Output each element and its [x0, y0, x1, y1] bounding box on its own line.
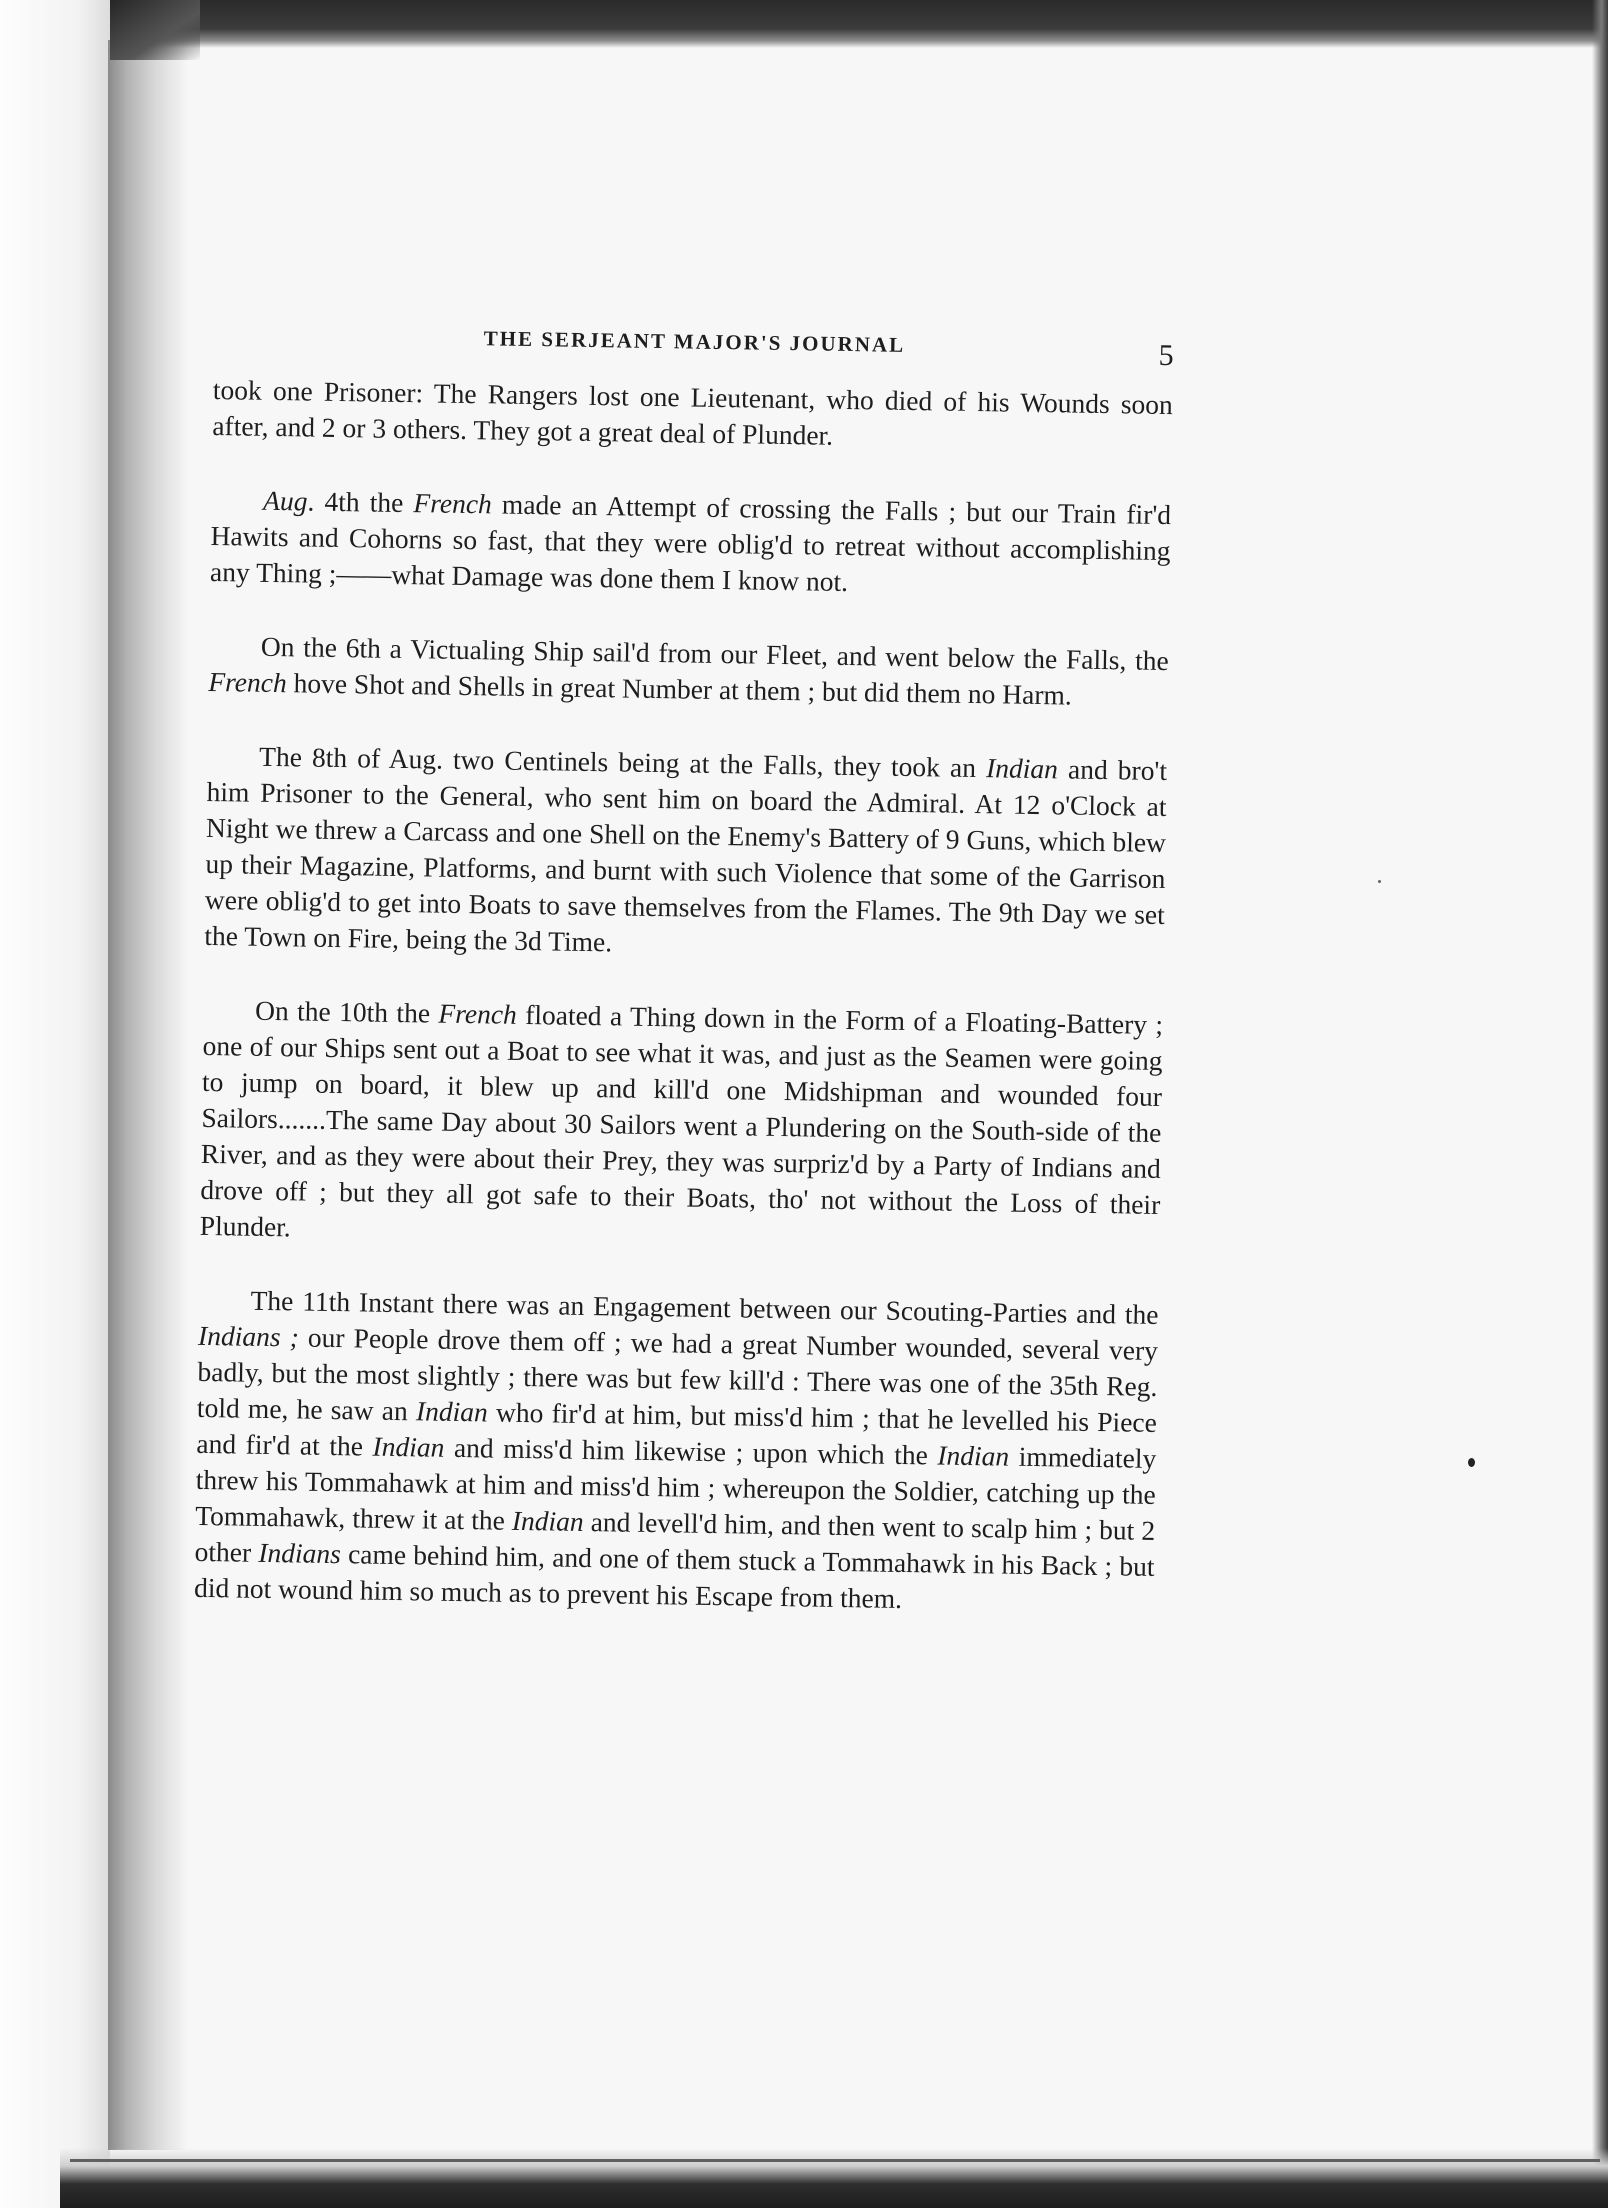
text-run: and levell'd him, and then went to scalp him ; but 2 other: [194, 1505, 1156, 1568]
text-run: On the 10th the: [254, 994, 439, 1029]
text-run: immediately threw his Tommahawk at him and miss'd him ; whereupon the Soldier, catching up the Tommahawk, threw it at the: [195, 1440, 1157, 1536]
book-page: [193, 322, 1174, 1659]
bottom-page-line: [70, 2159, 1600, 2162]
italic-text-run: Aug: [262, 484, 308, 517]
text-run: hove Shot and Shells in great Number at them ; but did them no Harm.: [286, 667, 1073, 711]
italic-text-run: Indians ;: [197, 1319, 300, 1353]
right-scan-edge: [1592, 0, 1608, 2208]
text-run: . 4th the: [307, 485, 414, 519]
bottom-scan-edge: [60, 2148, 1608, 2208]
paragraph: [194, 1282, 1159, 1621]
text-run: and miss'd him likewise ; upon which the: [444, 1431, 938, 1471]
paragraph: [200, 992, 1164, 1259]
scan-speck: [1378, 880, 1381, 883]
text-run: On the 6th a Victualing Ship sail'd from our Fleet, and went below the Falls, the: [260, 630, 1170, 677]
text-run: our People drove them off ; we had a great Number wounded, several very badly, but the most slightly ; there was but few kill'd : There was one of the 35th Reg. told me, he saw an: [196, 1321, 1159, 1427]
italic-text-run: Indians: [258, 1536, 342, 1570]
italic-text-run: Indian: [511, 1504, 584, 1537]
italic-text-run: Indian: [372, 1430, 445, 1463]
text-run: floated a Thing down in the Form of a Floating-Battery ; one of our Ships sent out a Boat to see what it was, and just as the Seamen were going to jump on board, it blew up and kill'd one Midshipman and wounded four Sailors.......The same Day about 30 Sailors went a Plundering on the South-side of the River, and as they were about their Prey, they was surpriz'd by a Party of Indians and drove off ; but they all got safe to their Boats, tho' not without the Loss of their Plunder.: [199, 998, 1164, 1243]
running-title: THE SERJEANT MAJOR'S JOURNAL: [483, 326, 906, 357]
top-left-corner-shadow: [110, 0, 200, 60]
paragraph: [208, 628, 1169, 715]
paragraph: [212, 372, 1173, 459]
text-run: The 8th of Aug. two Centinels being at the Falls, they took an: [258, 740, 987, 784]
italic-text-run: French: [438, 997, 518, 1030]
paragraph: [204, 738, 1167, 969]
italic-text-run: Indian: [415, 1395, 489, 1428]
italic-text-run: Indian: [937, 1439, 1010, 1472]
page-number: 5: [1158, 338, 1174, 373]
text-run: took one Prisoner: The Rangers lost one Lieutenant, who died of his Wounds soon after, and 2 or 3 others. They got a great deal of Plunder.: [212, 373, 1174, 451]
scan-speck: [1468, 1458, 1475, 1467]
paragraph: [210, 482, 1172, 605]
top-scan-edge: [110, 0, 1608, 48]
text-run: made an Attempt of crossing the Falls ; but our Train fir'd Hawits and Cohorns so fast, that they were oblig'd to retreat without accomplishing any Thing ;——what Damage was done them I know not.: [209, 488, 1172, 597]
facing-page-margin: [0, 0, 110, 2208]
text-run: The 11th Instant there was an Engagement between our Scouting-Parties and the: [250, 1284, 1159, 1330]
italic-text-run: Indian: [985, 752, 1059, 785]
italic-text-run: French: [413, 487, 493, 520]
body-text: [194, 372, 1173, 1621]
text-run: and bro't him Prisoner to the General, who sent him on board the Admiral. At 12 o'Clock at Night we threw a Carcass and one Shell on the Enemy's Battery of 9 Guns, which blew up their Magazine, Platforms, and burnt with such Violence that some of the Garrison were oblig'd to get into Boats to save themselves from the Flames. The 9th Day we set the Town on Fire, being the 3d Time.: [204, 753, 1168, 958]
italic-text-run: French: [208, 665, 287, 699]
text-run: came behind him, and one of them stuck a Tommahawk in his Back ; but did not wound him so much as to prevent his Escape from them.: [193, 1538, 1155, 1614]
text-run: who fir'd at him, but miss'd him ; that he levelled his Piece and fir'd at the: [196, 1396, 1158, 1462]
gutter-shadow: [108, 40, 188, 2150]
